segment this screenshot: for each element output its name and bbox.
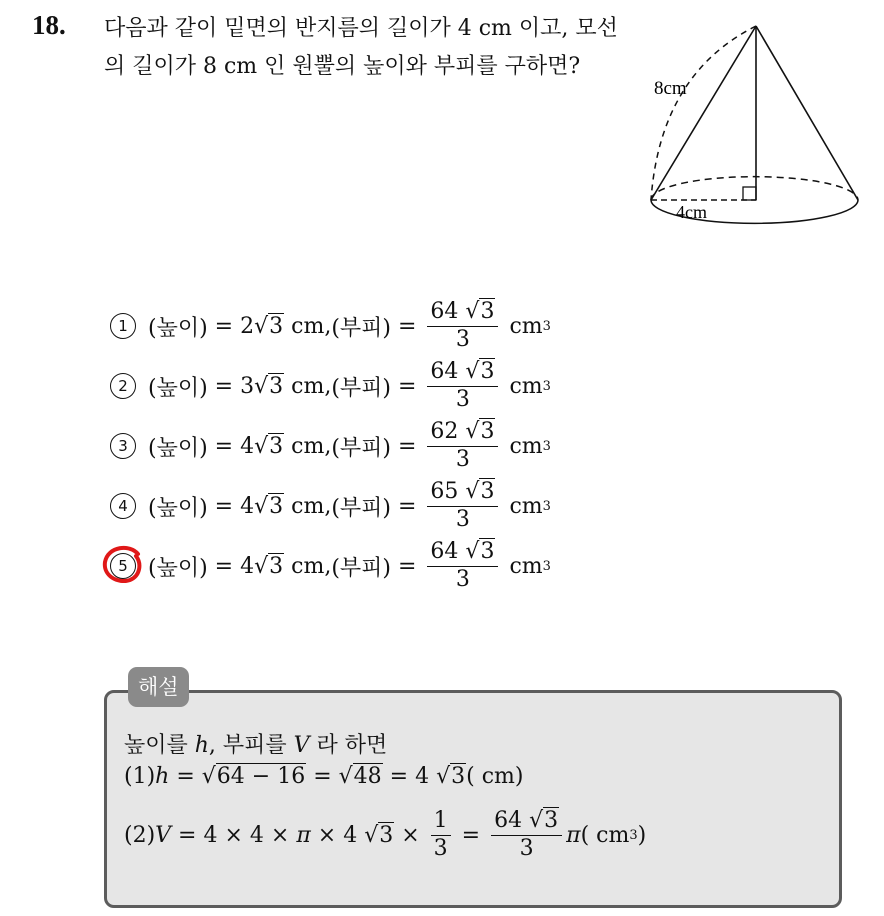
question-text: 다음과 같이 밑면의 반지름의 길이가 4 cm 이고, 모선의 길이가 8 cm 인 원뿔의 높이와 부피를 구하면? <box>104 16 618 79</box>
question-number: 18. <box>32 10 66 40</box>
base-back-edge <box>651 177 858 200</box>
answer-circle-mark <box>100 542 144 586</box>
choice-number: 5 <box>110 553 136 579</box>
solution-tag: 해설 <box>128 667 189 707</box>
choice-number: 1 <box>110 313 136 339</box>
choice-5[interactable]: 5 (높이) = 4 √3 cm , (부피) = $\frac{64 √3}{3}$ cm 3 <box>110 536 551 596</box>
solution-line-1: 높이를 h, 부피를 V 라 하면 <box>124 733 388 758</box>
slant-left <box>651 26 756 200</box>
radius-label: 4cm <box>676 202 707 222</box>
choice-3[interactable]: 3 (높이) = 4 √3 cm , (부피) = $\frac{62 √3}{3}$ cm 3 <box>110 416 551 476</box>
choice-2[interactable]: 2 (높이) = 3 √3 cm , (부피) = $\frac{64 √3}{3}$ cm 3 <box>110 356 551 416</box>
solution-box <box>104 690 842 908</box>
right-angle-icon <box>743 187 756 200</box>
solution-line-2: (1)h = √64 − 16 = √48 = 4 √3( cm) <box>124 764 524 789</box>
choice-1[interactable]: 1 (높이) = 2 √3 cm , (부피) = $\frac{64 √3}{3}$ cm 3 <box>110 296 551 356</box>
choice-number: 3 <box>110 433 136 459</box>
slant-label: 8cm <box>654 78 687 99</box>
cone-figure <box>630 14 870 234</box>
choice-number: 2 <box>110 373 136 399</box>
solution-line-3: (2) V = 4 × 4 × π × 4 √3 × $\frac{1}{3}$ = $\frac{64 √3}{3}$ π ( cm 3 ) <box>124 808 647 861</box>
choice-number: 4 <box>110 493 136 519</box>
choice-4[interactable]: 4 (높이) = 4 √3 cm , (부피) = $\frac{65 √3}{3}$ cm 3 <box>110 476 551 536</box>
slant-right <box>756 26 858 200</box>
